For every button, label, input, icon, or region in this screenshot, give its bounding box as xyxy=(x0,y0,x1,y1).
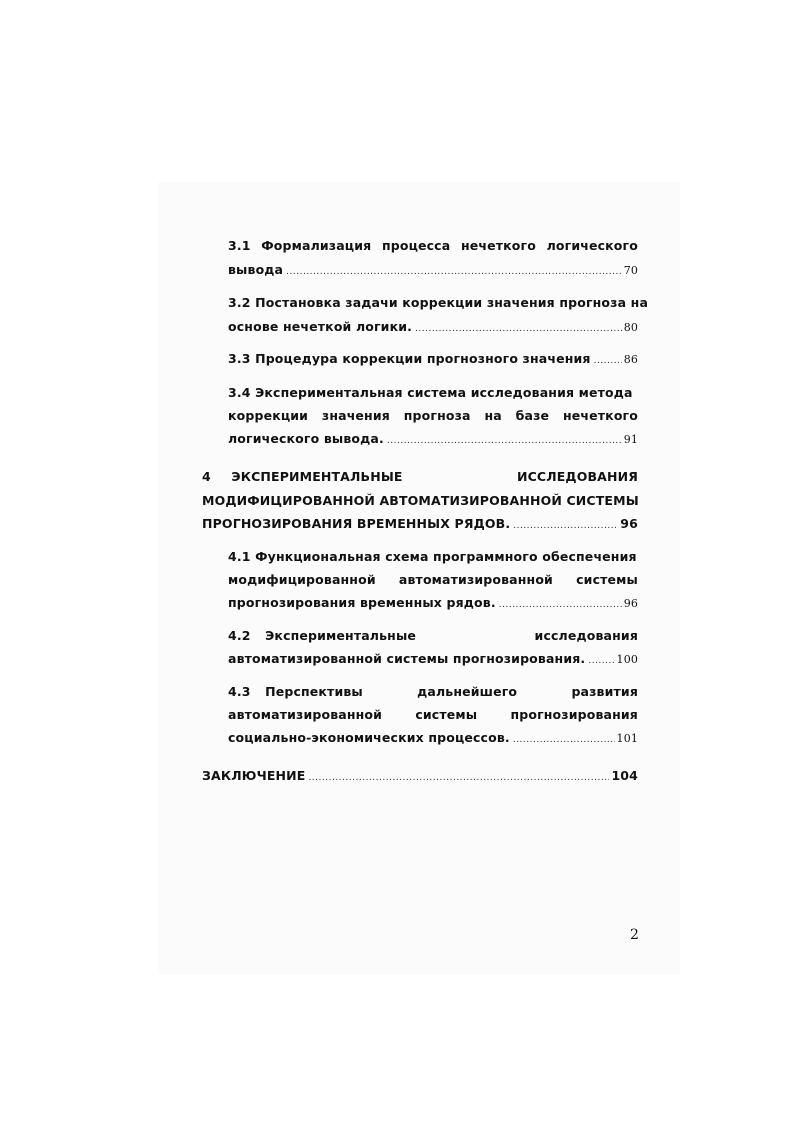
toc-entry-title: ЗАКЛЮЧЕНИЕ xyxy=(202,768,306,783)
toc-word: автоматизированной xyxy=(398,572,553,587)
toc-entry-title: логического вывода. xyxy=(228,431,384,446)
toc-word: процесса xyxy=(381,238,451,253)
toc-word: коррекции xyxy=(228,408,309,423)
toc-chapter-4-line1 xyxy=(202,466,638,488)
toc-entry-4-3-line2 xyxy=(228,704,638,726)
toc-page-number: 91 xyxy=(623,433,638,446)
toc-word: модифицированной xyxy=(228,572,376,587)
toc-word: развития xyxy=(571,684,638,699)
toc-chapter-4-link[interactable] xyxy=(202,513,638,535)
toc-conclusion-link[interactable] xyxy=(202,765,638,787)
toc-entry-title: 3.3 Процедура коррекции прогнозного значения xyxy=(228,351,591,366)
toc-word: Формализация xyxy=(261,238,372,253)
toc-chapter-4-line2: МОДИФИЦИРОВАННОЙ АВТОМАТИЗИРОВАННОЙ СИСТЕМЫ xyxy=(202,493,639,508)
toc-page-number: 104 xyxy=(611,768,638,783)
toc-word: дальнейшего xyxy=(417,684,518,699)
toc-entry-3-4-link[interactable] xyxy=(228,428,638,450)
toc-page-number: 70 xyxy=(623,264,638,277)
dot-leader xyxy=(499,594,622,616)
toc-word: прогноза xyxy=(403,408,471,423)
dot-leader xyxy=(286,261,622,283)
toc-word: системы xyxy=(576,572,638,587)
toc-word: ИССЛЕДОВАНИЯ xyxy=(516,469,638,484)
toc-entry-4-1-line1: 4.1 Функциональная схема программного обеспечения xyxy=(228,549,637,564)
toc-entry-title: основе нечеткой логики. xyxy=(228,319,413,334)
toc-entry-3-3-link[interactable] xyxy=(228,348,638,370)
toc-entry-3-2-line1: 3.2 Постановка задачи коррекции значения прогноза на xyxy=(228,295,649,310)
section-number: 3.1 xyxy=(228,238,251,253)
toc-page-number: 101 xyxy=(616,732,638,745)
toc-entry-4-3-link[interactable] xyxy=(228,727,638,749)
dot-leader xyxy=(513,729,615,751)
section-number: 4.2 xyxy=(228,628,251,643)
dot-leader xyxy=(308,767,609,789)
toc-entry-4-2-link[interactable] xyxy=(228,648,638,670)
toc-entry-title: социально-экономических процессов. xyxy=(228,730,510,745)
toc-entry-3-4-line1: 3.4 Экспериментальная система исследования метода xyxy=(228,385,633,400)
dot-leader xyxy=(415,318,622,340)
toc-word: Экспериментальные xyxy=(265,628,417,643)
dot-leader xyxy=(588,650,614,672)
toc-entry-3-1-line1 xyxy=(228,235,638,257)
toc-word: базе xyxy=(515,408,550,423)
toc-word: нечеткого xyxy=(460,238,536,253)
chapter-number: 4 xyxy=(202,469,211,484)
toc-entry-3-4-line2 xyxy=(228,405,638,427)
toc-page-number: 80 xyxy=(623,321,638,334)
toc-word: логического xyxy=(546,238,638,253)
dot-leader xyxy=(594,350,622,372)
toc-page-number: 96 xyxy=(623,597,638,610)
toc-page-number: 96 xyxy=(620,516,638,531)
toc-entry-4-3-line1 xyxy=(228,681,638,703)
toc-word: нечеткого xyxy=(563,408,638,423)
toc-word: системы xyxy=(415,707,478,722)
section-number: 4.3 xyxy=(228,684,251,699)
toc-entry-4-2-line1 xyxy=(228,625,638,647)
toc-entry-4-1-link[interactable] xyxy=(228,592,638,614)
toc-word: прогнозирования xyxy=(510,707,638,722)
page-number: 2 xyxy=(630,927,639,943)
toc-entry-4-1-line2 xyxy=(228,569,638,591)
toc-word: Перспективы xyxy=(265,684,363,699)
dot-leader xyxy=(387,430,622,452)
toc-word: автоматизированной xyxy=(228,707,383,722)
toc-word: значения xyxy=(321,408,390,423)
toc-entry-title: ПРОГНОЗИРОВАНИЯ ВРЕМЕННЫХ РЯДОВ. xyxy=(202,516,511,531)
toc-page-number: 100 xyxy=(616,653,638,666)
toc-page-number: 86 xyxy=(623,353,638,366)
toc-entry-title: вывода xyxy=(228,262,284,277)
toc-entry-title: автоматизированной системы прогнозирования. xyxy=(228,651,586,666)
toc-word: ЭКСПЕРИМЕНТАЛЬНЫЕ xyxy=(231,469,403,484)
toc-word: исследования xyxy=(534,628,638,643)
toc-entry-title: прогнозирования временных рядов. xyxy=(228,595,496,610)
toc-entry-3-2-link[interactable] xyxy=(228,316,638,338)
toc-entry-3-1-link[interactable] xyxy=(228,259,638,281)
dot-leader xyxy=(513,515,618,537)
toc-word: на xyxy=(484,408,502,423)
